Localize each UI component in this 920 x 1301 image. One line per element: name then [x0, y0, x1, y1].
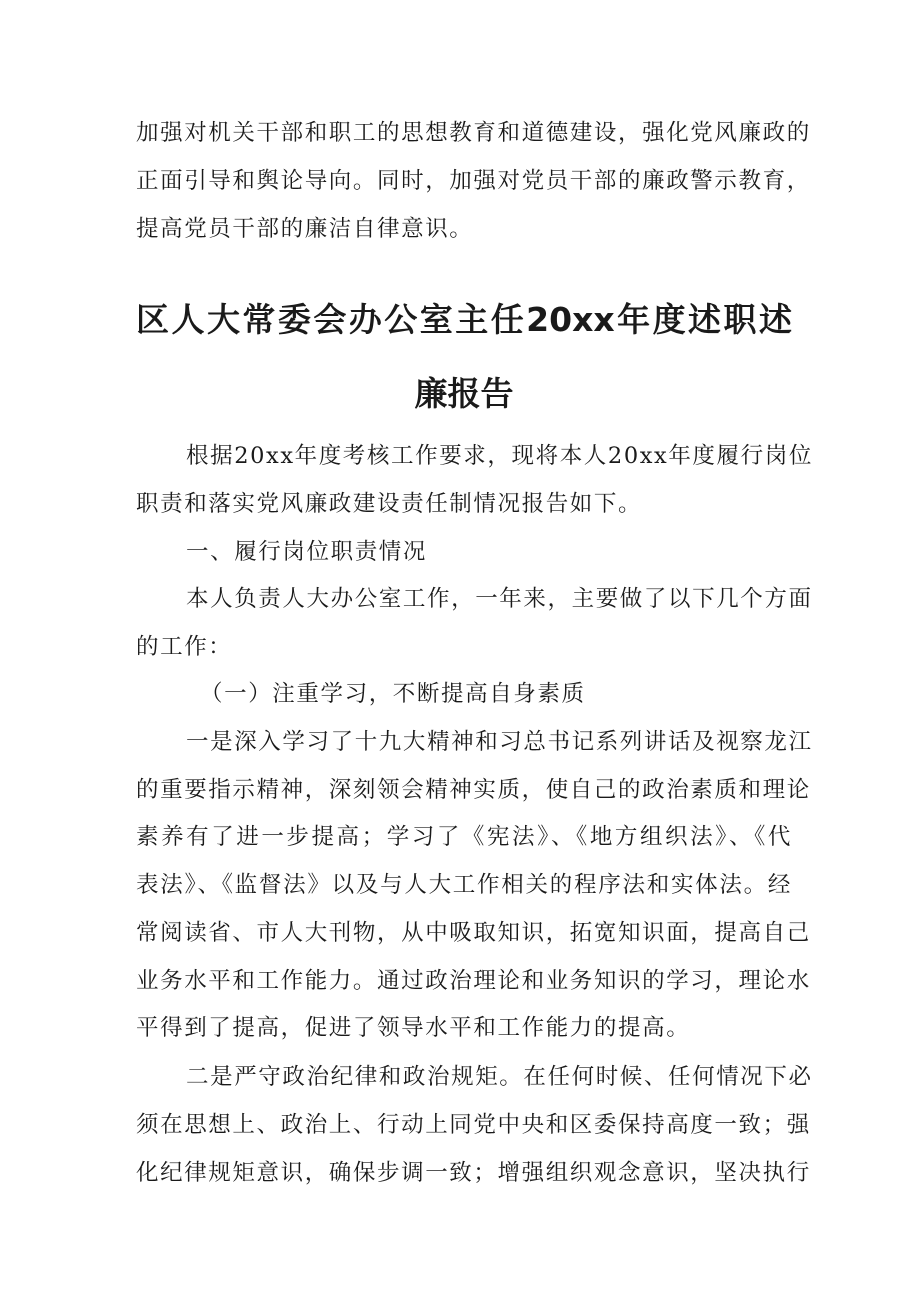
paragraph-line: 提高党员干部的廉洁自律意识。 — [136, 216, 474, 242]
paragraph-line: 表法》、《监督法》以及与人大工作相关的程序法和实体法。经 — [136, 872, 792, 898]
paragraph-line: 的工作： — [136, 634, 233, 660]
section-heading: 一、履行岗位职责情况 — [186, 539, 428, 565]
paragraph-line: 化纪律规矩意识，确保步调一致；增强组织观念意识，坚决执行 — [136, 1160, 811, 1186]
document-title-line-2: 廉报告 — [414, 374, 514, 413]
paragraph-line: 须在思想上、政治上、行动上同党中央和区委保持高度一致；强 — [136, 1112, 811, 1138]
paragraph-line: 二是严守政治纪律和政治规矩。在任何时候、任何情况下必 — [186, 1064, 813, 1090]
document-title-line-1: 区人大常委会办公室主任20xx年度述职述 — [136, 300, 792, 339]
paragraph-line: 职责和落实党风廉政建设责任制情况报告如下。 — [136, 491, 643, 517]
paragraph-line: 本人负责人大办公室工作，一年来，主要做了以下几个方面 — [186, 586, 813, 612]
paragraph-line: 的重要指示精神，深刻领会精神实质，使自己的政治素质和理论 — [136, 777, 811, 803]
paragraph-line: 业务水平和工作能力。通过政治理论和业务知识的学习，理论水 — [136, 968, 811, 994]
subsection-heading: （一）注重学习，不断提高自身素质 — [200, 681, 586, 707]
paragraph-line: 根据20xx年度考核工作要求，现将本人20xx年度履行岗位 — [186, 443, 813, 469]
paragraph-line: 加强对机关干部和职工的思想教育和道德建设，强化党风廉政的 — [136, 120, 811, 146]
paragraph-line: 素养有了进一步提高；学习了《宪法》、《地方组织法》、《代 — [136, 824, 792, 850]
paragraph-line: 常阅读省、市人大刊物，从中吸取知识，拓宽知识面，提高自己 — [136, 920, 811, 946]
paragraph-line: 平得到了提高，促进了领导水平和工作能力的提高。 — [136, 1015, 691, 1041]
paragraph-line: 一是深入学习了十九大精神和习总书记系列讲话及视察龙江 — [186, 729, 813, 755]
paragraph-line: 正面引导和舆论导向。同时，加强对党员干部的廉政警示教育， — [136, 168, 811, 194]
